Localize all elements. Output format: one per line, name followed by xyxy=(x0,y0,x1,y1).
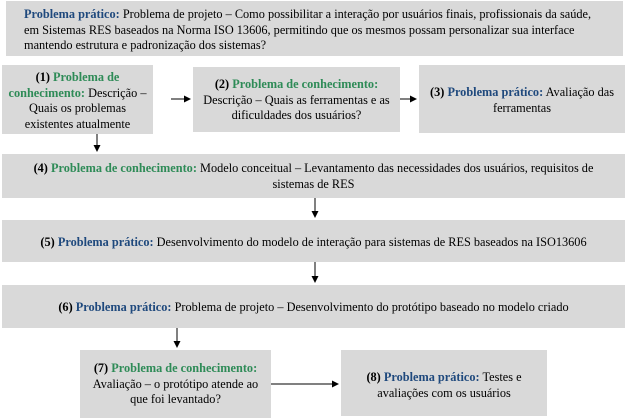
box-tag: Problema de conhecimento: xyxy=(232,77,379,91)
step-number: (4) xyxy=(33,161,48,175)
box-tag: Problema prático: xyxy=(383,370,480,384)
box-text: Testes e avaliações com os usuários xyxy=(377,370,522,400)
step-number: (1) xyxy=(35,70,50,84)
step-number: (6) xyxy=(58,300,73,314)
box-text: Problema de projeto – Como possibilitar a interação por usuários finais, profissionais da saúde, em Sistemas RES baseados na Norma ISO 13606, permitindo que os mesmos possam personalizar sua interface mantendo estrutura e padronização dos sistemas? xyxy=(24,7,592,53)
box-tag: Problema prático: xyxy=(447,85,544,99)
box-text: Descrição – Quais os problemas existentes atualmente xyxy=(24,85,147,132)
box-tag: Problema de conhecimento: xyxy=(8,70,120,100)
step-number: (5) xyxy=(40,235,55,249)
box-text: Avaliação das ferramentas xyxy=(492,85,614,115)
step-number: (2) xyxy=(214,77,230,91)
box-text: Desenvolvimento do modelo de interação para sistemas de RES baseados na ISO13606 xyxy=(156,235,587,249)
box-text: Descrição – Quais as ferramentas e as dificuldades dos usuários? xyxy=(203,92,390,123)
box-tag: Problema de conhecimento: xyxy=(111,361,258,375)
box-tag: Problema prático: xyxy=(24,7,120,21)
box-tag: Problema prático: xyxy=(75,300,172,314)
step-number: (8) xyxy=(366,370,381,384)
box-text: Avaliação – o protótipo atende ao que foi levantado? xyxy=(92,376,259,407)
box-tag: Problema de conhecimento: xyxy=(50,161,197,175)
box-text: Problema de projeto – Desenvolvimento do protótipo baseado no modelo criado xyxy=(174,300,569,314)
step-number: (3) xyxy=(430,85,445,99)
box-tag: Problema prático: xyxy=(57,235,154,249)
box-text: Modelo conceitual – Levantamento das necessidades dos usuários, requisitos de sistemas de RES xyxy=(200,161,594,191)
step-number: (7) xyxy=(93,361,109,375)
